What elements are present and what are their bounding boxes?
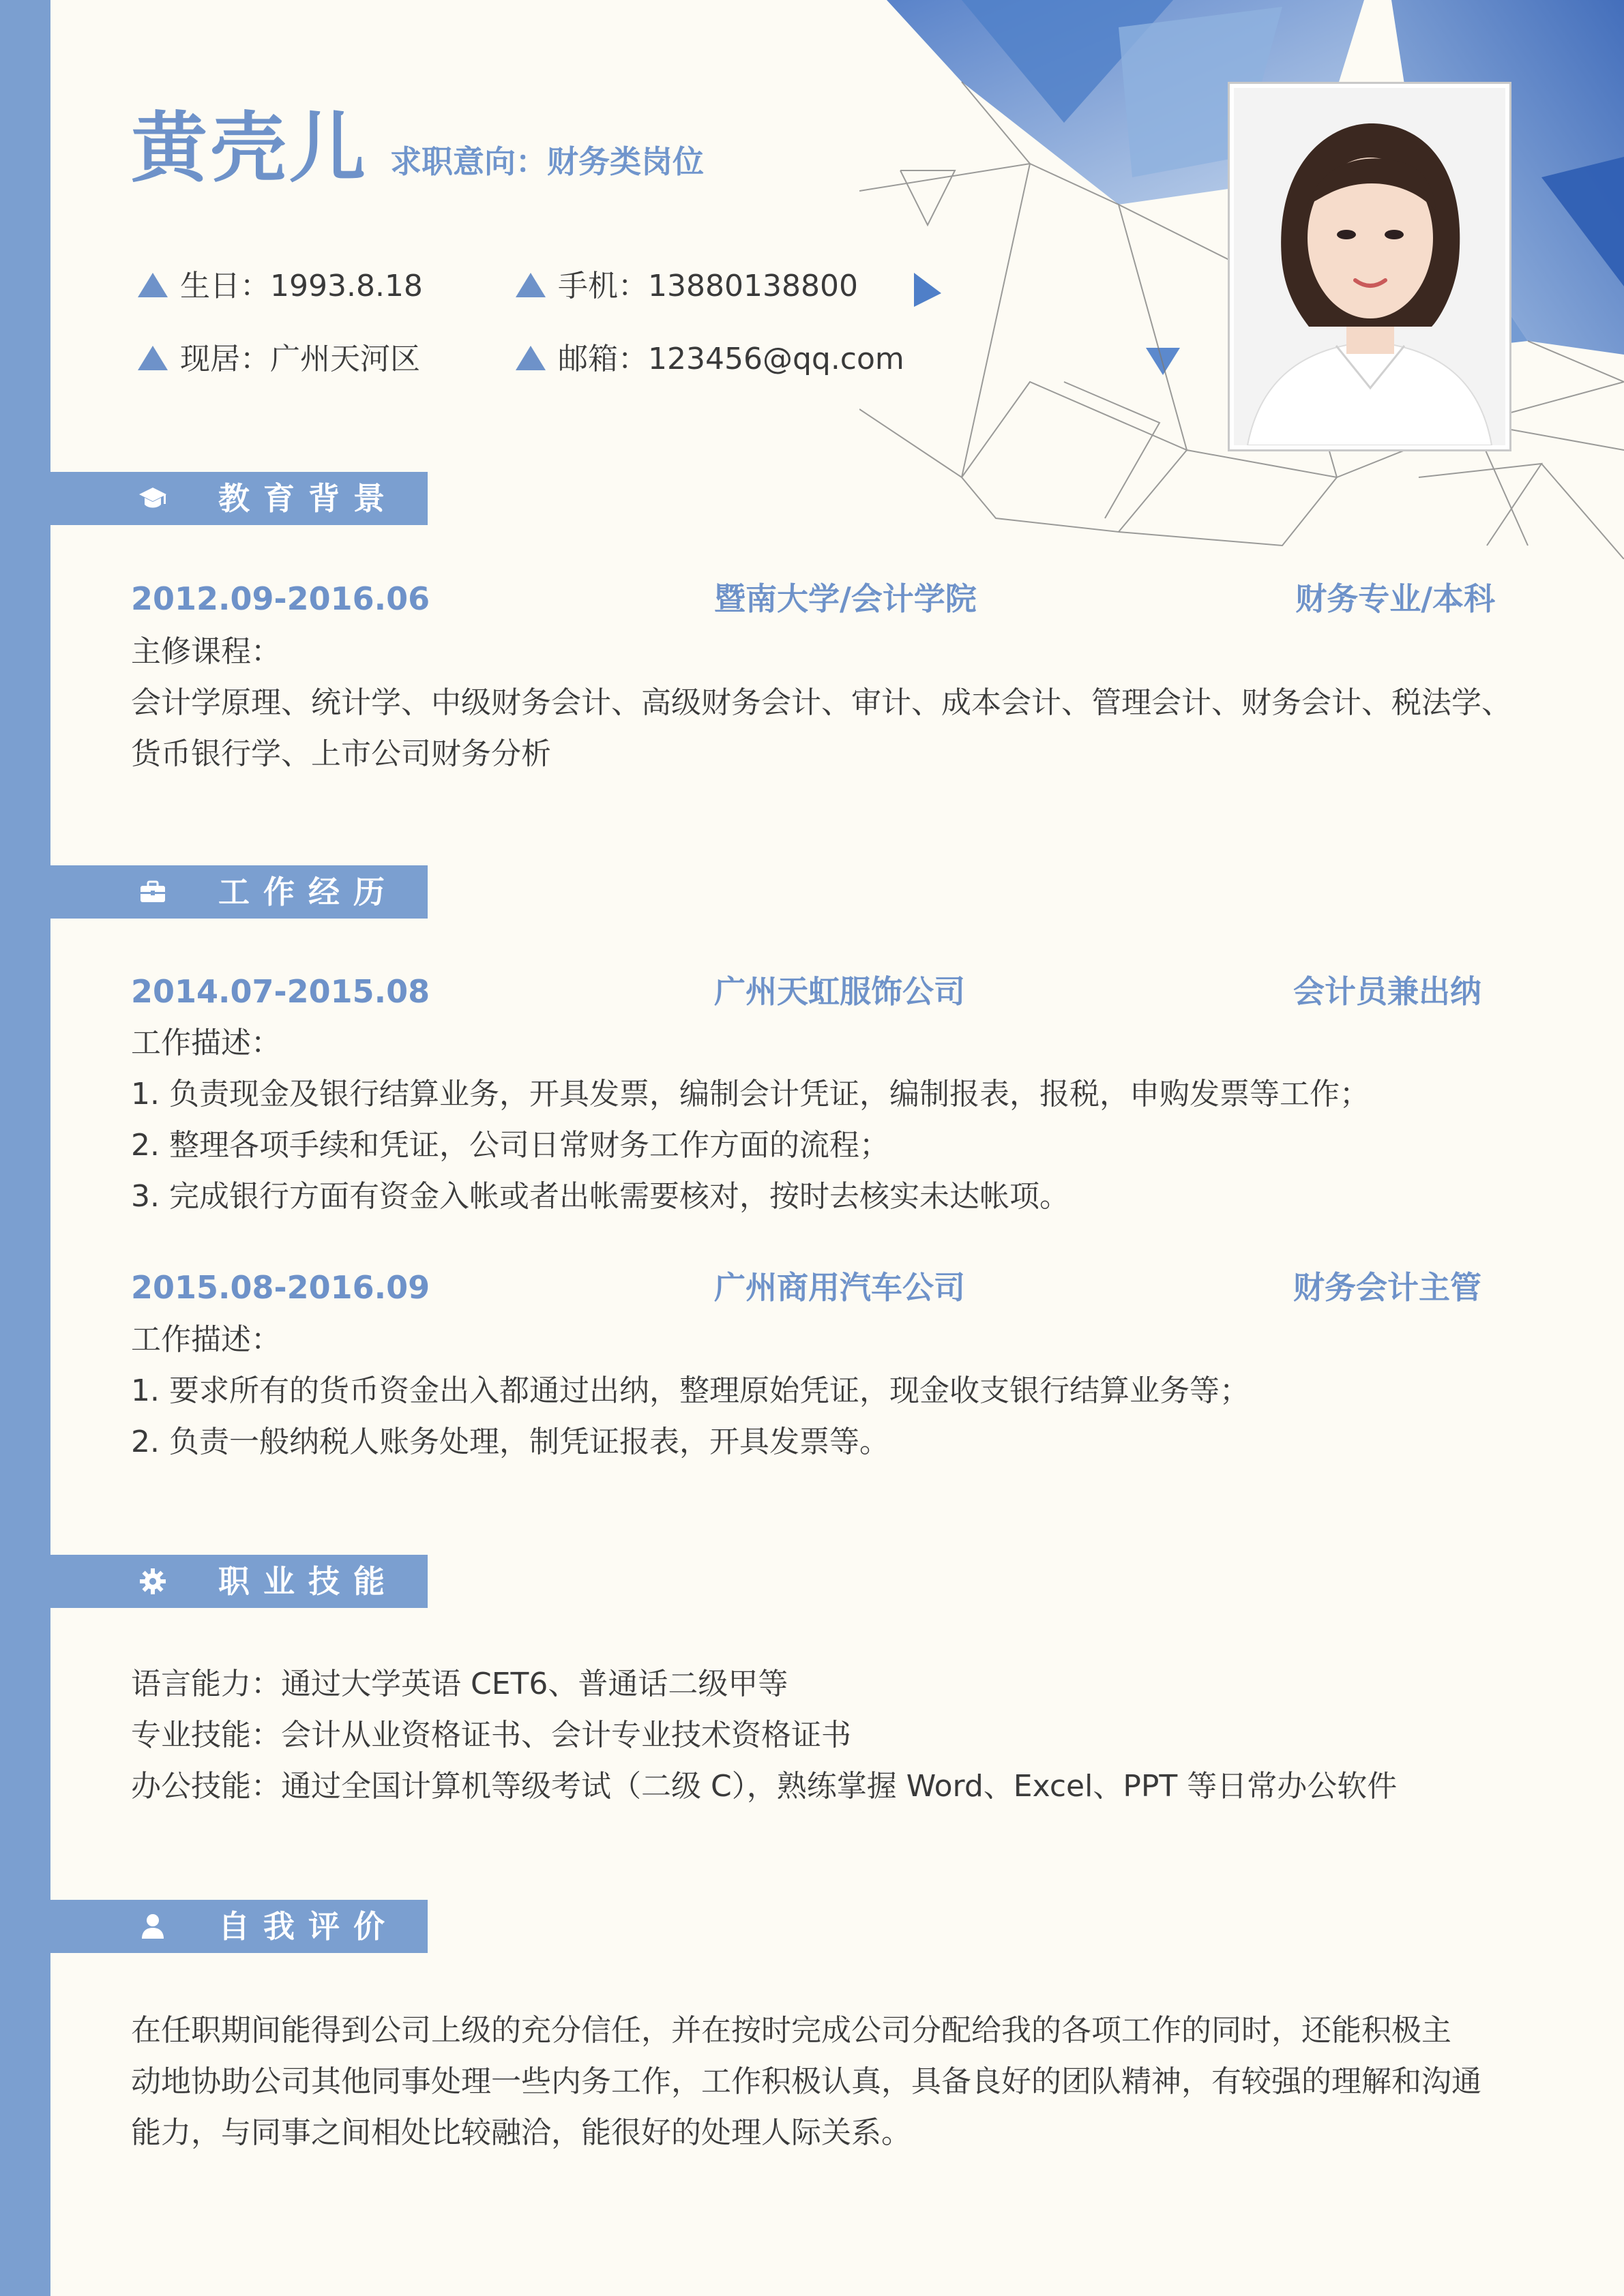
applicant-name: 黄壳儿 — [131, 104, 368, 193]
job-company: 广州天虹服饰公司 — [714, 973, 965, 1010]
job-company: 广州商用汽车公司 — [714, 1269, 965, 1306]
courses-label: 主修课程： — [131, 634, 281, 669]
section-title-work: 工作经历 — [218, 874, 398, 910]
self-eval-paragraph — [131, 2005, 1495, 2158]
skill-item: 语言能力：通过大学英语 CET6、普通话二级甲等 — [131, 1667, 788, 1701]
graduation-cap-icon — [138, 483, 168, 513]
gear-icon — [138, 1566, 168, 1596]
self-eval-line: 在任职期间能得到公司上级的充分信任，并在按时完成公司分配给我的各项工作的同时，还能积极主 — [131, 2013, 1451, 2048]
section-title-self-eval: 自我评价 — [218, 1908, 398, 1945]
phone-text: 手机：13880138800 — [558, 269, 858, 303]
triangle-bullet-icon — [516, 346, 546, 370]
courses-line-2: 货币银行学、上市公司财务分析 — [131, 736, 551, 771]
section-header-education — [50, 472, 428, 525]
job-desc-item: 3. 完成银行方面有资金入帐或者出帐需要核对，按时去核实未达帐项。 — [131, 1179, 1069, 1214]
skill-item: 专业技能：会计从业资格证书、会计专业技术资格证书 — [131, 1718, 851, 1753]
birth-text: 生日：1993.8.18 — [180, 269, 423, 303]
profile-photo — [1228, 82, 1511, 451]
location-info — [138, 339, 420, 380]
left-accent-bar — [0, 0, 50, 2296]
email-text: 邮箱：123456@qq.com — [558, 342, 904, 376]
education-row — [131, 578, 1495, 619]
job-row — [131, 971, 1495, 1012]
job-intent: 求职意向：财务类岗位 — [390, 143, 704, 180]
job-desc-item: 1. 负责现金及银行结算业务，开具发票，编制会计凭证，编制报表，报税，申购发票等工作； — [131, 1077, 1370, 1112]
birth-info — [138, 266, 423, 307]
job-desc-item: 1. 要求所有的货币资金出入都通过出纳，整理原始凭证，现金收支银行结算业务等； — [131, 1373, 1250, 1408]
self-eval-line: 能力，与同事之间相处比较融洽，能很好的处理人际关系。 — [131, 2115, 911, 2150]
section-header-work — [50, 865, 428, 919]
job-role: 会计员兼出纳 — [1293, 973, 1481, 1010]
location-text: 现居：广州天河区 — [180, 342, 420, 376]
triangle-bullet-icon — [138, 346, 168, 370]
triangle-bullet-icon — [516, 273, 546, 297]
briefcase-icon — [138, 877, 168, 907]
job-desc-label: 工作描述： — [131, 1026, 281, 1060]
job-desc-item: 2. 整理各项手续和凭证，公司日常财务工作方面的流程； — [131, 1128, 889, 1163]
education-school: 暨南大学/会计学院 — [714, 580, 977, 617]
education-date: 2012.09-2016.06 — [131, 580, 430, 617]
triangle-bullet-icon — [138, 273, 168, 297]
section-title-education: 教育背景 — [218, 480, 398, 517]
phone-info — [516, 266, 858, 307]
section-header-self-eval — [50, 1900, 428, 1953]
job-row — [131, 1267, 1495, 1308]
job-date: 2015.08-2016.09 — [131, 1269, 430, 1306]
education-major: 财务专业/本科 — [1295, 580, 1495, 617]
job-date: 2014.07-2015.08 — [131, 973, 430, 1010]
section-header-skills — [50, 1555, 428, 1608]
job-role: 财务会计主管 — [1293, 1269, 1481, 1306]
email-info — [516, 339, 904, 380]
user-icon — [138, 1911, 168, 1941]
skill-item: 办公技能：通过全国计算机等级考试（二级 C），熟练掌握 Word、Excel、PPT 等日常办公软件 — [131, 1769, 1398, 1804]
courses-line-1: 会计学原理、统计学、中级财务会计、高级财务会计、审计、成本会计、管理会计、财务会计、税法学、 — [131, 685, 1511, 720]
job-desc-item: 2. 负责一般纳税人账务处理，制凭证报表，开具发票等。 — [131, 1425, 889, 1459]
self-eval-line: 动地协助公司其他同事处理一些内务工作，工作积极认真，具备良好的团队精神，有较强的理解和沟通 — [131, 2064, 1481, 2099]
section-title-skills: 职业技能 — [218, 1563, 398, 1600]
job-desc-label: 工作描述： — [131, 1322, 281, 1357]
